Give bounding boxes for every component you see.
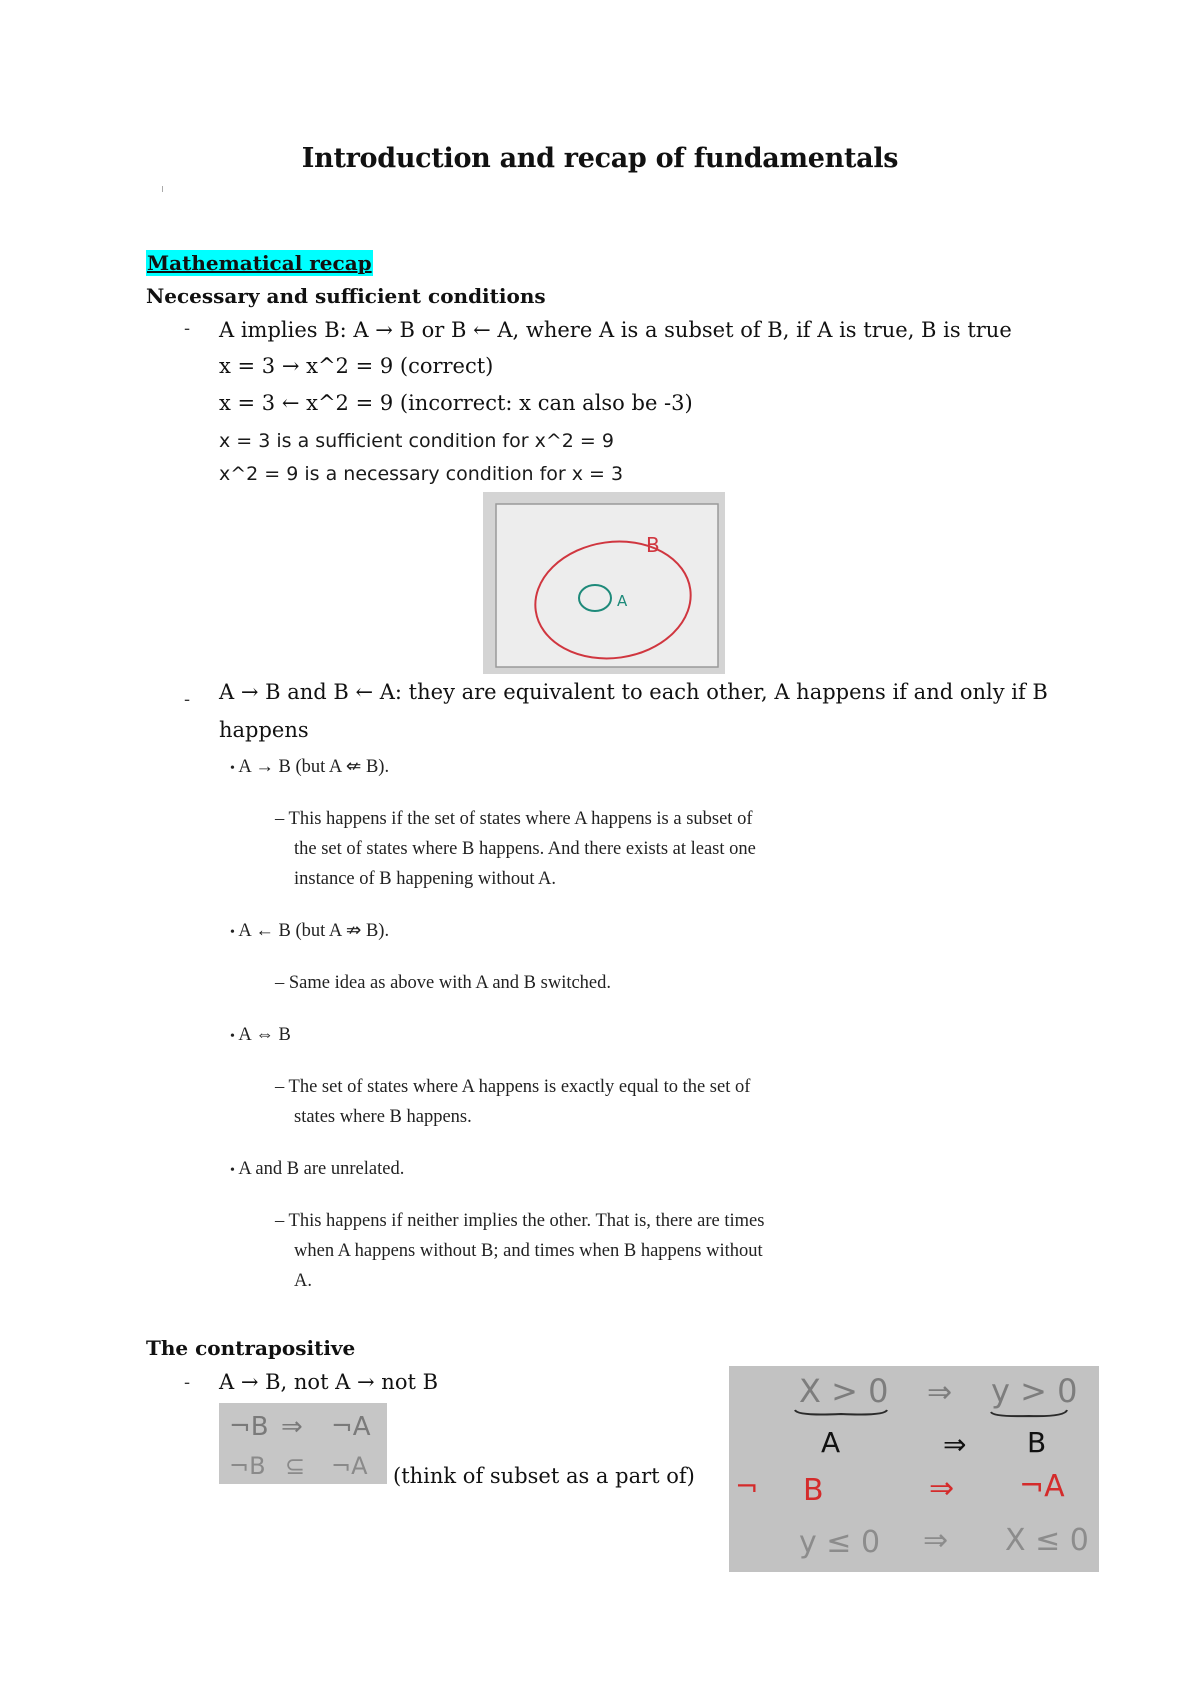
bw-r3-c: ¬A [1019, 1469, 1065, 1504]
sw-r1-b: ⇒ [281, 1412, 303, 1442]
sw-r1-a: ¬B [229, 1412, 269, 1442]
venn-photo [483, 492, 725, 674]
latex-bullet-2 [230, 916, 389, 948]
big-whiteboard [729, 1366, 1099, 1572]
latex-sub-4a: – This happens if neither implies the other. That is, there are times [275, 1211, 765, 1231]
latex-sub-1c: instance of B happening without A. [294, 869, 557, 889]
dash-bullet: - [184, 318, 191, 339]
bw-r3-not: ¬ [735, 1470, 759, 1503]
subset-note: (think of subset as a part of) [393, 1464, 695, 1488]
label-a: A [617, 592, 628, 610]
bw-r4-b: ⇒ [923, 1523, 949, 1558]
page-title: Introduction and recap of fundamentals [301, 143, 899, 174]
sw-r1-c: ¬A [331, 1412, 371, 1442]
latex-sub-4b: when A happens without B; and times when B happens without [294, 1241, 763, 1261]
bullet-dot: • [230, 1029, 239, 1044]
bw-r2-c: B [1027, 1426, 1047, 1459]
bullet-text-4: A and B are unrelated. [238, 1159, 405, 1179]
line-necessary: x^2 = 9 is a necessary condition for x = 3 [219, 463, 624, 485]
bw-r3-b: ⇒ [929, 1471, 955, 1506]
bw-r4-c: X ≤ 0 [1005, 1523, 1089, 1558]
dash-bullet: - [184, 1372, 191, 1393]
big-whiteboard-photo [729, 1366, 1099, 1572]
latex-sub-2a: – Same idea as above with A and B switched. [275, 973, 612, 993]
small-whiteboard [219, 1403, 387, 1484]
bw-r1-b: ⇒ [927, 1375, 953, 1410]
latex-sub-3b: states where B happens. [294, 1107, 472, 1127]
line-incorrect: x = 3 ← x^2 = 9 (incorrect: x can also be -3) [219, 391, 693, 415]
bullet-dot: • [230, 1163, 239, 1178]
paper-sheet [496, 504, 718, 667]
bullet-text-3: A ⇔ B [238, 1025, 291, 1045]
line-sufficient: x = 3 is a sufficient condition for x^2 = 9 [219, 430, 614, 452]
venn-diagram [483, 492, 725, 674]
bullet-dot: • [230, 925, 239, 940]
label-b: B [646, 533, 660, 557]
subheading-conditions: Necessary and sufficient conditions [146, 284, 546, 308]
bw-r2-b: ⇒ [943, 1428, 967, 1461]
bw-r4-a: y ≤ 0 [799, 1525, 881, 1560]
sw-r2-c: ¬A [331, 1452, 368, 1480]
dash-bullet: - [184, 689, 191, 710]
line-correct: x = 3 → x^2 = 9 (correct) [219, 354, 494, 378]
item-implies: A implies B: A → B or B ← A, where A is a subset of B, if A is true, B is true [219, 318, 1012, 342]
bullet-text-1: A → B (but A ⇍ B). [238, 757, 390, 777]
section-heading-contrapositive: The contrapositive [146, 1336, 356, 1360]
item-equivalent: A → B and B ← A: they are equivalent to each other, A happens if and only if B [219, 680, 1048, 704]
section-heading-math-recap: Mathematical recap [147, 251, 372, 275]
sw-r2-b: ⊆ [285, 1452, 306, 1480]
latex-sub-3a: – The set of states where A happens is exactly equal to the set of [275, 1077, 751, 1097]
bullet-dot: • [230, 761, 239, 776]
latex-bullet-3 [230, 1020, 291, 1052]
latex-sub-1b: the set of states where B happens. And there exists at least one [294, 839, 756, 859]
latex-sub-4c: A. [294, 1271, 312, 1291]
item-contrapositive: A → B, not A → not B [219, 1370, 439, 1394]
latex-sub-1a: – This happens if the set of states where A happens is a subset of [275, 809, 753, 829]
bw-r1-a: X > 0 [799, 1372, 889, 1410]
bw-r2-a: A [821, 1426, 841, 1459]
latex-bullet-1 [230, 752, 389, 784]
bullet-text-2: A ← B (but A ⇏ B). [238, 921, 390, 941]
item-equivalent-cont: happens [219, 718, 309, 742]
stray-mark [162, 186, 163, 192]
latex-bullet-4 [230, 1154, 404, 1186]
sw-r2-a: ¬B [229, 1452, 266, 1480]
bw-r3-a: B [803, 1473, 824, 1508]
small-whiteboard-photo [219, 1403, 387, 1484]
bw-r1-c: y > 0 [991, 1372, 1078, 1410]
